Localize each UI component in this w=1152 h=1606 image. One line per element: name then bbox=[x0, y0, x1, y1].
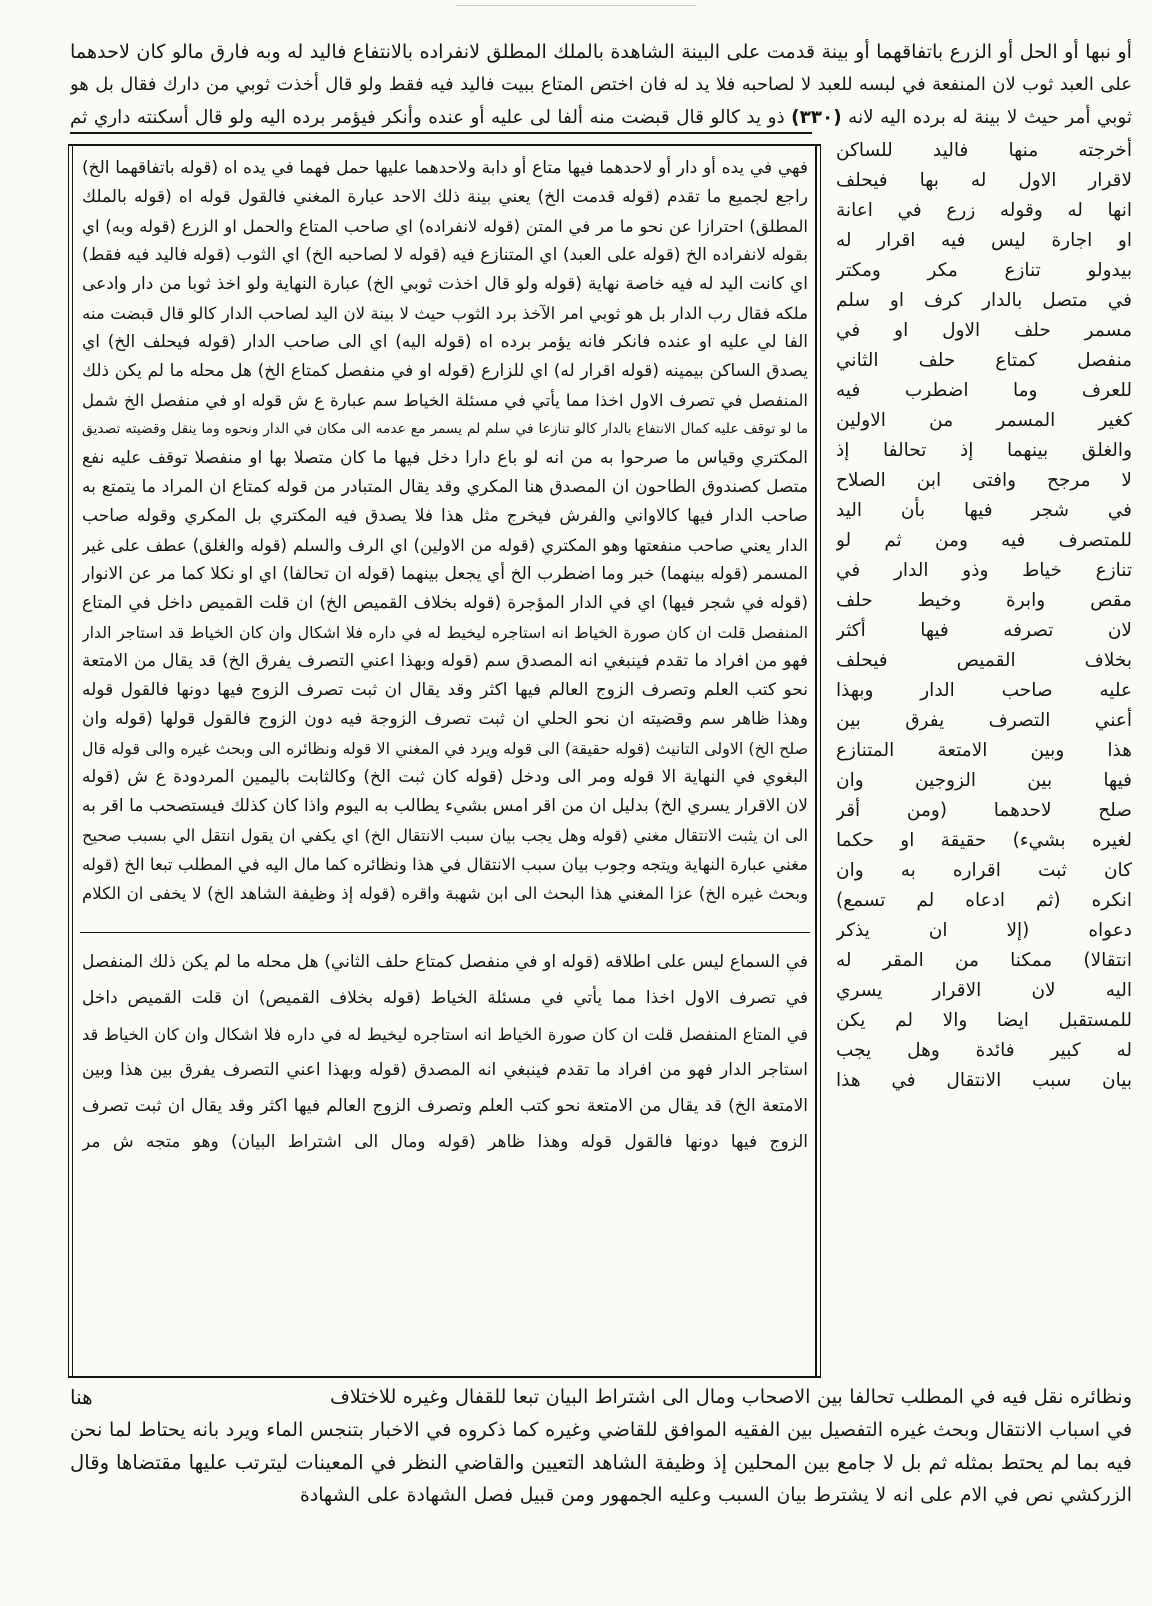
margin-line: لا مرجح وافتى ابن الصلاح bbox=[836, 470, 1132, 491]
margin-line: مسمر حلف الاول او في bbox=[836, 320, 1132, 341]
margin-line: والغلق بينهما إذ تحالفا إذ bbox=[836, 440, 1132, 461]
commentary-line: لان الاقرار يسري الخ) بدليل ان من اقر امس بشيء يطالب به اليوم واذا كان كذلك فيستصحب ما اقر به bbox=[82, 796, 808, 816]
commentary-frame-right bbox=[815, 144, 817, 1378]
commentary-frame-top bbox=[68, 144, 821, 146]
margin-line: لغيره بشيء) حقيقة او حكما bbox=[836, 830, 1132, 851]
margin-line: مقص وابرة وخيط حلف bbox=[836, 590, 1132, 611]
main-text-line-part: ذو يد كالو قال قبضت منه ألفا لى عليه أو عنده وأنكر فيؤمر برده اليه ولو قال أسكنته داري ثم bbox=[70, 107, 792, 128]
margin-line: تنازع خياط وذو الدار في bbox=[836, 560, 1132, 581]
margin-line: كان ثبت اقراره به وان bbox=[836, 860, 1132, 881]
commentary-line: وبحث غيره الخ) عزا المغني هذا البحث الى ابن شهبة واقره (قوله إذ وظيفة الشاهد الخ) لا يخفى ان الكلام bbox=[82, 884, 808, 903]
margin-line: دعواه (إلا ان يذكر bbox=[836, 920, 1132, 941]
margin-line: له كبير فائدة وهل يجب bbox=[836, 1040, 1132, 1061]
margin-line: هذا وبين الامتعة المتنازع bbox=[836, 740, 1132, 761]
margin-line: منفصل كمتاع حلف الثاني bbox=[836, 350, 1132, 371]
top-decorative-rule bbox=[456, 5, 696, 6]
margin-line: فيها بين الزوجين وان bbox=[836, 770, 1132, 791]
commentary-line: نحو كتب العلم وتصرف الزوج العالم فيها اكثر وقد يقال ان ثبت تصرف الزوج فيها دونها فالقول قوله bbox=[82, 680, 808, 700]
margin-line: لان تصرفه فيها أكثر bbox=[836, 620, 1132, 641]
margin-line: في شجر فيها بأن اليد bbox=[836, 500, 1132, 521]
margin-line: انكره (ثم ادعاه لم تسمع) bbox=[836, 890, 1132, 911]
lower-commentary-line: في تصرف الاول اخذا مما يأتي في مسئلة الخياط (قوله بخلاف القميص) ان قلت القميص داخل bbox=[82, 988, 808, 1008]
commentary-line: (قوله في شجر فيها) اي في الدار المؤجرة (قوله بخلاف القميص الخ) ان قلت القميص داخل في المتاع bbox=[82, 593, 808, 613]
commentary-frame-right-inner bbox=[820, 144, 821, 1378]
commentary-frame-bottom bbox=[68, 1376, 821, 1378]
margin-line: عليه صاحب الدار وبهذا bbox=[836, 680, 1132, 701]
commentary-line: المكتري وقياس ما صرحوا به من انه لو باع دارا دخل فيها ما كان متصلا بها او منفصلا توقف عليه نفع bbox=[82, 448, 808, 468]
margin-line: للعرف وما اضطرب فيه bbox=[836, 380, 1132, 401]
margin-line: بيان سبب الانتقال في هذا bbox=[836, 1070, 1132, 1091]
commentary-line: المطلق) احترازا عن نحو ما مر في المتن (قوله لانفراده) اي صاحب المتاع والحمل او الزرع (قوله وبه) اي bbox=[82, 217, 808, 236]
margin-line: أخرجته منها فاليد للساكن bbox=[836, 140, 1132, 161]
main-text-line-part: ثوبي أمر حيث لا بينة له برده اليه لانه bbox=[841, 107, 1132, 128]
lower-commentary-line: الامتعة الخ) قد يقال من الامتعة نحو كتب العلم وتصرف الزوج العالم فيها اكثر وقد يقال ان ثبت تصرف bbox=[82, 1096, 808, 1116]
commentary-line: فهو من افراد ما تقدم فينبغي انه المصدق سم (قوله وبهذا اعني التصرف يفرق الخ) قد يقال من الامتعة bbox=[82, 651, 808, 671]
margin-line: أعني التصرف يفرق بين bbox=[836, 710, 1132, 731]
main-text-line: ونظائره نقل فيه في المطلب تحالفا بين الاصحاب ومال الى اشتراط البيان تبعا للقفال وغيره للاختلاف bbox=[330, 1385, 1132, 1408]
commentary-frame-left-inner bbox=[72, 144, 73, 1378]
commentary-line: ما لو توقف عليه كمال الانتفاع بالدار كالو تنازعا في سلم لم يسمر مع عدمه الى مكان في الدار ونحوه وما ينقل وقضيته تصديق bbox=[82, 421, 808, 437]
main-text-line bbox=[70, 102, 1132, 134]
commentary-line: يصدق الساكن بيمينه (قوله اقرار له) اي للزارع (قوله او في منفصل كمتاع الخ) هل محله ما لم يكن ذلك bbox=[82, 361, 808, 381]
commentary-line: وهذا ظاهر سم وقضيته ان نحو الحلي ان ثبت تصرف الزوجة فيه دون الزوج فالقول قولها (قوله وان bbox=[82, 709, 808, 729]
main-text-line: الزركشي نص في الام على انه لا يشترط بيان السبب وعليه الجمهور ومن قبيل فصل الشهادة على الشهادة bbox=[300, 1485, 1132, 1506]
commentary-line: صاحب الدار فيها كالاواني والفرش فيخرج مثل هذا فلا يصدق فيه المكتري بل المكري وقوله صاحب bbox=[82, 506, 808, 526]
lower-commentary-line: استاجر الدار فهو من افراد ما تقدم فينبغي انه المصدق (قوله وبهذا اعني التصرف يفرق بين هذا وبين bbox=[82, 1060, 808, 1080]
commentary-line: متصل كصندوق الطاحون ان المصدق هنا المكري وقد يقال المتبادر من قوله كمتاع ان المراد ما يتمتع به bbox=[82, 477, 808, 497]
commentary-line: فهي في يده أو دار أو لاحدهما فيها متاع أو دابة ولاحدهما عليها حمل فهما في يده اه (قوله باتفاقهما الخ) bbox=[82, 158, 808, 178]
commentary-line: المنفصل في تصرف الاول اخذا مما يأتي في مسئلة الخياط سم عبارة ع ش قوله او في منفصل الخ شمل bbox=[82, 391, 808, 410]
commentary-section-divider bbox=[80, 932, 810, 933]
margin-line: لاقرار الاول له بها فيحلف bbox=[836, 170, 1132, 191]
margin-line: صلح لاحدهما (ومن أقر bbox=[836, 800, 1132, 821]
commentary-line: صلح الخ) الاولى التانيث (قوله حقيقة) الى قوله ويرد في المغني الا قوله ونظائره الى وبحث غيره والى قوله قال bbox=[82, 739, 808, 758]
commentary-line: المسمر (قوله بينهما) خبر وما اضطرب الخ أي يجعل بينهما (قوله ان تحالفا) اي او نكلا كما مر عن الانوار bbox=[82, 564, 808, 584]
margin-line: للمستقبل ايضا والا لم يكن bbox=[836, 1010, 1132, 1031]
lower-commentary-line: في السماع ليس على اطلاقه (قوله او في منفصل كمتاع حلف الثاني) هل محله ما لم يكن ذلك المنفصل bbox=[82, 952, 808, 972]
margin-line: بخلاف القميص فيحلف bbox=[836, 650, 1132, 671]
margin-line: انها له وقوله زرع في اعانة bbox=[836, 200, 1132, 221]
margin-line: او اجارة ليس فيه اقرار له bbox=[836, 230, 1132, 251]
main-text-line: على العبد ثوب لان المنفعة في لبسه للعبد لا لصاحبه فلا يد له فان اختص المتاع ببيت فاليد فيه فقط ولو قال أخذت ثوبي من دارك فقال بل هو bbox=[70, 74, 1132, 95]
commentary-line: الفا لي عليه او عنده فانكر فانه يؤمر برده اه (قوله اليه) اي الى صاحب الدار (قوله فيحلف الخ) اي bbox=[82, 332, 808, 352]
commentary-line: الى ان يثبت الانتقال مغني (قوله وهل يجب بيان سبب الانتقال الخ) اي يكفي ان يقول انتقل الي بسبب صحيح bbox=[82, 826, 808, 845]
margin-line: انتقالا) ممكنا من المقر له bbox=[836, 950, 1132, 971]
bottom-side-note: هنا bbox=[70, 1385, 93, 1409]
commentary-line: المنفصل قلت ان كان صورة الخياط انه استاجره ليخيط له في داره فلا اشكال وان كان الخياط قد استاجر الدار bbox=[82, 623, 808, 642]
commentary-line: البغوي في النهاية الا قوله ومر الى ودخل (قوله كان ثبت الخ) وكالثابت باليمين المردودة ع ش (قوله bbox=[82, 767, 808, 787]
commentary-line: ملكه فقال رب الدار بل هو ثوبي امر الآخذ برد الثوب حيث لا بينة لان اليد لصاحب الدار كالو قال قبضت منه bbox=[82, 304, 808, 323]
lower-commentary-line: الزوج فيها دونها فالقول قوله وهذا ظاهر (قوله ومال الى اشتراط البيان) وهو متجه ش مر bbox=[82, 1132, 808, 1152]
margin-line: في متصل بالدار كرف او سلم bbox=[836, 290, 1132, 311]
margin-line: للمتصرف فيه ومن ثم لو bbox=[836, 530, 1132, 551]
page-number: (٣٣٠) bbox=[791, 107, 842, 128]
commentary-line: مغني عبارة النهاية ويتجه وجوب بيان سبب الانتقال في هذا ونظائره كما مال اليه في المطلب تبعا الخ (قوله bbox=[82, 855, 808, 874]
main-text-line: أو نبها أو الحل أو الزرع باتفاقهما أو بينة قدمت على البينة الشاهدة بالملك المطلق لانفراده بالانتفاع فاليد له وبه فارق مالو كان لاحدهما bbox=[70, 40, 1132, 63]
margin-line: بيدولو تنازع مكر ومكتر bbox=[836, 260, 1132, 281]
margin-line: اليه لان الاقرار يسري bbox=[836, 980, 1132, 1001]
commentary-line: اي كانت اليد له فيه خاصة نهاية (قوله ولو قال اخذت ثوبي الخ) عبارة النهاية ولو اخذ ثوبا من دار وادعى bbox=[82, 274, 808, 294]
commentary-line: الدار يعني صاحب منفعتها وهو المكتري (قوله من الاولين) اي الرف والسلم (قوله والغلق) عطف على غير bbox=[82, 536, 808, 555]
commentary-frame-left bbox=[68, 144, 69, 1378]
margin-line: كغير المسمر من الاولين bbox=[836, 410, 1132, 431]
main-text-line: في اسباب الانتقال وبحث غيره التفصيل بين الفقيه الموافق للقاضي وغيره كما ذكروه في الاخبار بتنجس الماء ويرد بانه يحتاط لما نحن bbox=[70, 1418, 1132, 1441]
lower-commentary-line: في المتاع المنفصل قلت ان كان صورة الخياط انه استاجره ليخيط له في داره فلا اشكال وان كان الخياط قد bbox=[82, 1025, 808, 1044]
main-text-line: فيه بما لم يحتط بمثله ثم بل لا جامع بين المحلين إذ وظيفة الشاهد التعيين والقاضي النظر في المعينات ليترتب عليها مقتضاها وقال bbox=[70, 1451, 1132, 1474]
commentary-line: بقوله لانفراده الخ (قوله على العبد) اي المتنازع فيه (قوله لا لصاحبه الخ) اي الثوب (قوله فاليد فيه فقط) bbox=[82, 245, 808, 265]
commentary-line: راجع لجميع ما تقدم (قوله قدمت الخ) يعني بينة ذلك الاحد عبارة المغني فالقول قوله اه (قوله بالملك bbox=[82, 187, 808, 207]
